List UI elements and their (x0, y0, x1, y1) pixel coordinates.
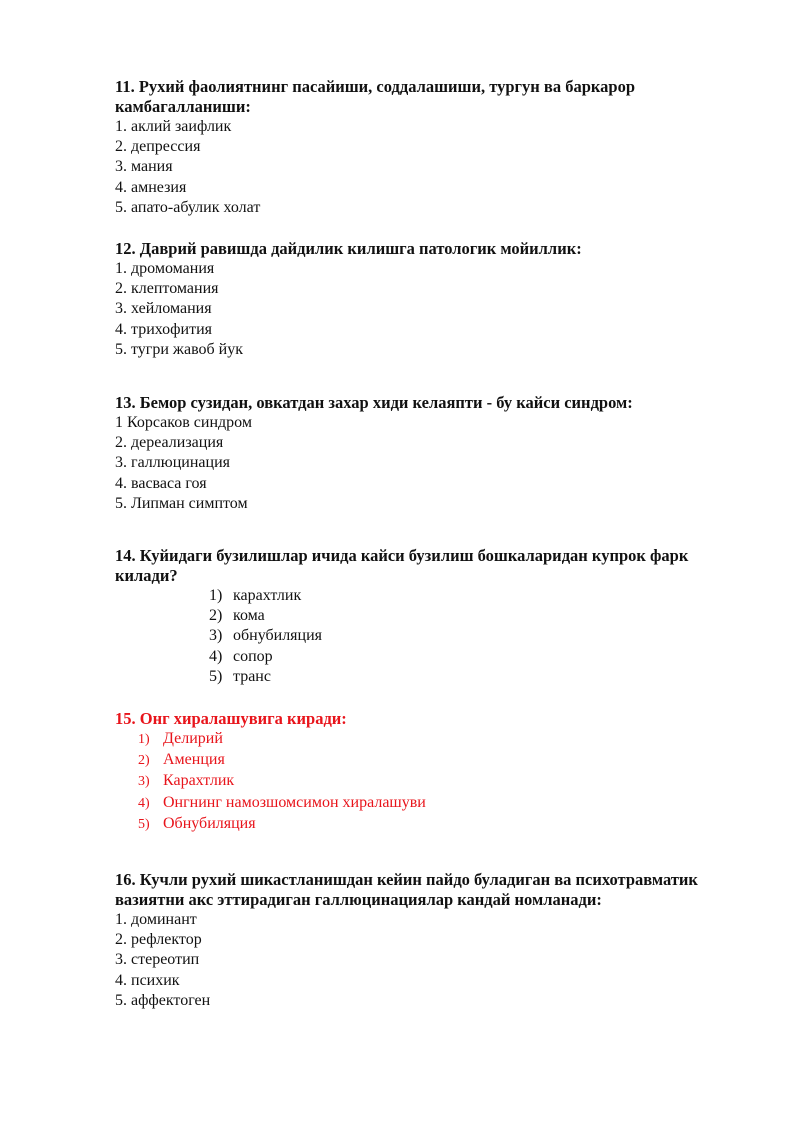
answer-option (115, 750, 755, 771)
question-title-line1: 14. Куйидаги бузилишлар ичида кайси бузилиш бошкаларидан купрок фарк (115, 546, 689, 565)
answer-option (115, 729, 755, 750)
option-text: Делирий (163, 730, 223, 747)
answer-option: 2. дереализация (115, 434, 224, 452)
answer-option: 5. тугри жавоб йук (115, 340, 243, 358)
answer-option (115, 667, 755, 687)
answer-option: 3. мания (115, 158, 173, 176)
answer-option: 4. психик (115, 971, 180, 989)
question-title-line2: вазиятни акс эттирадиган галлюцинациялар кандай номланади: (115, 890, 602, 909)
option-text: Обнубиляция (163, 814, 256, 832)
answer-option: 4. васваса гоя (115, 474, 207, 492)
option-text: сопор (233, 647, 273, 665)
question-15 (115, 709, 755, 835)
answer-option (115, 793, 755, 814)
option-number: 3) (138, 774, 150, 790)
option-text: карахтлик (233, 587, 302, 604)
question-title (115, 870, 755, 910)
question-title-line1: 11. Рухий фаолиятнинг пасайиши, соддалашиши, тургун ва баркарор (115, 77, 635, 96)
option-text: кома (233, 607, 265, 625)
answer-option (115, 771, 755, 792)
answer-option: 1. аклий заифлик (115, 118, 232, 135)
question-title: 12. Даврий равишда дайдилик килишга патологик мойиллик: (115, 239, 582, 258)
answer-option: 5. апато-абулик холат (115, 198, 261, 216)
option-number: 4) (138, 795, 150, 811)
answer-option: 5. аффектоген (115, 991, 211, 1009)
question-16 (115, 870, 755, 1011)
question-title: 13. Бемор сузидан, овкатдан захар хиди келаяпти - бу кайси синдром: (115, 393, 633, 412)
question-13 (115, 393, 755, 514)
option-number: 5) (138, 816, 150, 832)
option-text: обнубиляция (233, 627, 323, 645)
option-text: Онгнинг намозшомсимон хиралашуви (163, 793, 426, 811)
question-title-line1: 16. Кучли рухий шикастланишдан кейин пайдо буладиган ва психотравматик (115, 870, 698, 889)
answer-option (115, 626, 755, 646)
answer-option: 2. депрессия (115, 138, 201, 156)
question-title (115, 546, 755, 586)
option-number: 2) (138, 753, 150, 769)
answer-option: 1. доминант (115, 911, 197, 928)
option-number: 5) (209, 667, 223, 685)
option-text: Карахтлик (163, 772, 235, 790)
option-number: 4) (209, 647, 223, 665)
answer-option: 4. трихофития (115, 320, 212, 338)
question-14 (115, 546, 755, 687)
answer-option (115, 586, 755, 606)
answer-option: 3. галлюцинация (115, 454, 230, 472)
question-11 (115, 77, 755, 218)
answer-option: 5. Липман симптом (115, 494, 248, 512)
question-title-line2: камбагалланиши: (115, 97, 251, 116)
option-text: транс (233, 667, 271, 685)
question-title: 15. Онг хиралашувига киради: (115, 709, 347, 728)
option-number: 3) (209, 627, 223, 645)
option-number: 1) (209, 587, 223, 604)
answer-option: 3. хейломания (115, 300, 212, 318)
answer-option: 1. дромомания (115, 260, 215, 277)
option-text: Аменция (163, 751, 225, 769)
answer-option: 3. стереотип (115, 951, 200, 969)
question-title (115, 77, 755, 117)
answer-option: 1 Корсаков синдром (115, 414, 252, 431)
answer-option (115, 647, 755, 667)
question-title-line2: килади? (115, 566, 178, 585)
option-number: 1) (138, 732, 150, 747)
answer-option (115, 814, 755, 835)
option-number: 2) (209, 607, 223, 625)
answer-option (115, 606, 755, 626)
question-12 (115, 239, 755, 360)
answer-option: 4. амнезия (115, 178, 187, 196)
answer-option: 2. клептомания (115, 280, 219, 298)
answer-option: 2. рефлектор (115, 931, 202, 949)
